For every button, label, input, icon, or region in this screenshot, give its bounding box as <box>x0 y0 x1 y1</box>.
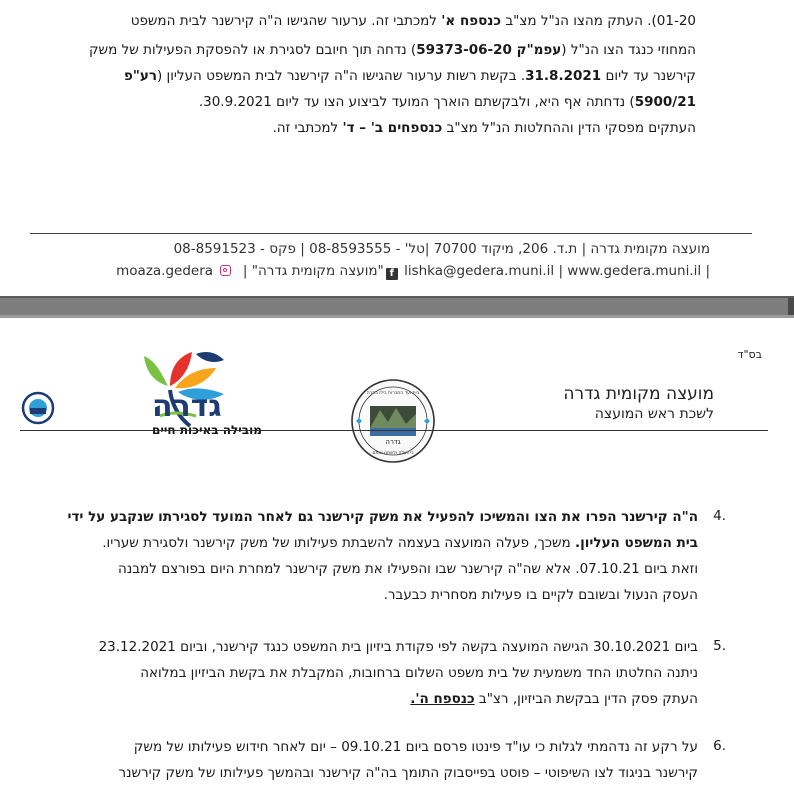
bold-text: עפמ"ק 59373-06-20 <box>416 42 562 58</box>
current-page <box>0 318 794 791</box>
bold-text: בית המשפט העליון. <box>575 535 698 551</box>
bold-text: כנספח א' <box>441 13 502 29</box>
web-and-email[interactable]: lishka@gedera.muni.il | www.gedera.muni.il | <box>404 263 710 279</box>
text-span: קירשנר עד ליום <box>601 68 696 84</box>
footer-divider <box>30 233 752 234</box>
facebook-page-name[interactable]: "מועצה מקומית גדרה" | <box>238 263 384 279</box>
text-span: על רקע זה נדהמתי לגלות כי עו"ד פינטו פרסם ביום 09.10.21 – יום לאחר חידוש פעילותו של משק <box>133 739 698 755</box>
text-line <box>102 534 698 552</box>
text-span: וזאת ביום 07.10.21. אלא שה"ה קירשנר שבו והפעילו את משק קירשנר למחרת היום בפורצם למבנה <box>118 561 698 577</box>
text-span: ביום 30.10.2021 הגישה המועצה בקשה לפי פקודת ביזיון בית המשפט כנגד קירשנר, וביום 23.12.2021 <box>98 639 698 655</box>
page-break-separator <box>0 296 794 318</box>
text-span: העסק הנעול ובשובם לקיים בו פעילות מסחרית כבעבר. <box>383 587 698 603</box>
footer-contact-line: מועצה מקומית גדרה | ת.ד. 206, מיקוד 70700 |טל' - 08-8593555 | פקס - 08-8591523 <box>173 241 710 257</box>
text-line <box>124 67 696 85</box>
instagram-handle[interactable]: moaza.gedera <box>116 263 214 279</box>
text-span: ) נדחה תוך חיובם לסגירת או להפסקת הפעילות של משק <box>88 42 417 58</box>
paragraph-number: 4. <box>713 508 726 524</box>
footer-web-line <box>116 263 710 280</box>
text-span: 01-20). העתק מהצו הנ"ל מצ"ב <box>501 13 696 29</box>
seal-top-text: בית ועד החברות בילו בהרה <box>366 391 420 396</box>
paragraph-number: 5. <box>713 638 726 654</box>
logo-petal-green <box>144 356 168 386</box>
text-line <box>134 738 698 756</box>
text-line <box>384 586 698 604</box>
text-line <box>140 664 698 682</box>
text-span: משכך, פעלה המועצה בעצמה להשבתת פעילותו של משק קירשנר ולסגירת שעריו. <box>102 535 576 551</box>
council-seal <box>348 378 438 464</box>
text-span: ) נדחתה אף היא, ולבקשתם הוארך המועד לביצוע הצו עד ליום 30.9.2021. <box>198 94 635 110</box>
bold-text: 31.8.2021 <box>525 68 602 84</box>
logo-petal-navy <box>196 352 224 362</box>
bold-text: כנספח ה'. <box>410 691 475 707</box>
text-line <box>410 690 698 708</box>
council-title: מועצה מקומית גדרה <box>563 384 714 404</box>
text-line <box>68 508 698 526</box>
seal-ring-text: כי נעלה ולשתנו אותם <box>372 451 414 456</box>
council-subtitle: לשכת ראש המועצה <box>594 406 714 422</box>
text-span: למכתבי זה. <box>272 120 343 136</box>
text-line <box>118 560 698 578</box>
bold-text: ה"ה קירשנר הפרו את הצו והמשיכו להפעיל את משק קירשנר גם לאחר המועד לסגירתו שנקבע על ידי <box>67 509 698 525</box>
text-span: המחוזי כנגד הצו הנ"ל ( <box>561 42 696 58</box>
facebook-icon: f <box>386 268 398 280</box>
bsd-marking: בס"ד <box>737 348 762 361</box>
bold-text: רע"פ <box>123 68 157 84</box>
text-line <box>272 119 696 137</box>
gedera-logo <box>20 346 262 438</box>
text-line <box>99 638 698 656</box>
bold-text: 5900/21 <box>634 94 696 110</box>
text-line <box>199 93 696 111</box>
text-line <box>89 41 696 59</box>
text-span: העתק פסק הדין בבקשת הביזיון, רצ"ב <box>474 691 698 707</box>
text-span: ניתנה החלטתו החד משמעית של בית משפט השלום ברחובות, המקבלת את בקשת הביזיון במלואה <box>140 665 698 681</box>
previous-page <box>0 0 794 296</box>
paragraph-number: 6. <box>713 738 726 754</box>
text-span: קירשנר בניגוד לצו השיפוטי – פוסט בפייסבוק התומך בה"ה קירשנר ובהמשך פעילותו של משק קירשנר <box>118 765 698 781</box>
text-span: . בקשת רשות ערעור שהגישו ה"ה קירשנר לבית המשפט העליון ( <box>157 68 526 84</box>
text-span: העתקים מפסקי הדין וההחלטות הנ"ל מצ"ב <box>442 120 696 136</box>
header-divider <box>20 430 768 431</box>
logo-tagline: מובילה באיכות חיים <box>152 423 262 437</box>
seal-center-text: גדרה <box>385 438 401 446</box>
text-line <box>131 12 696 30</box>
text-line <box>118 764 698 782</box>
logo-name: גדרה <box>152 389 222 424</box>
bold-text: כנספחים ב' – ד' <box>342 120 443 136</box>
text-span: למכתבי זה. ערעור שהגישו ה"ה קירשנר לבית המשפט <box>130 13 442 29</box>
instagram-icon <box>220 265 231 276</box>
